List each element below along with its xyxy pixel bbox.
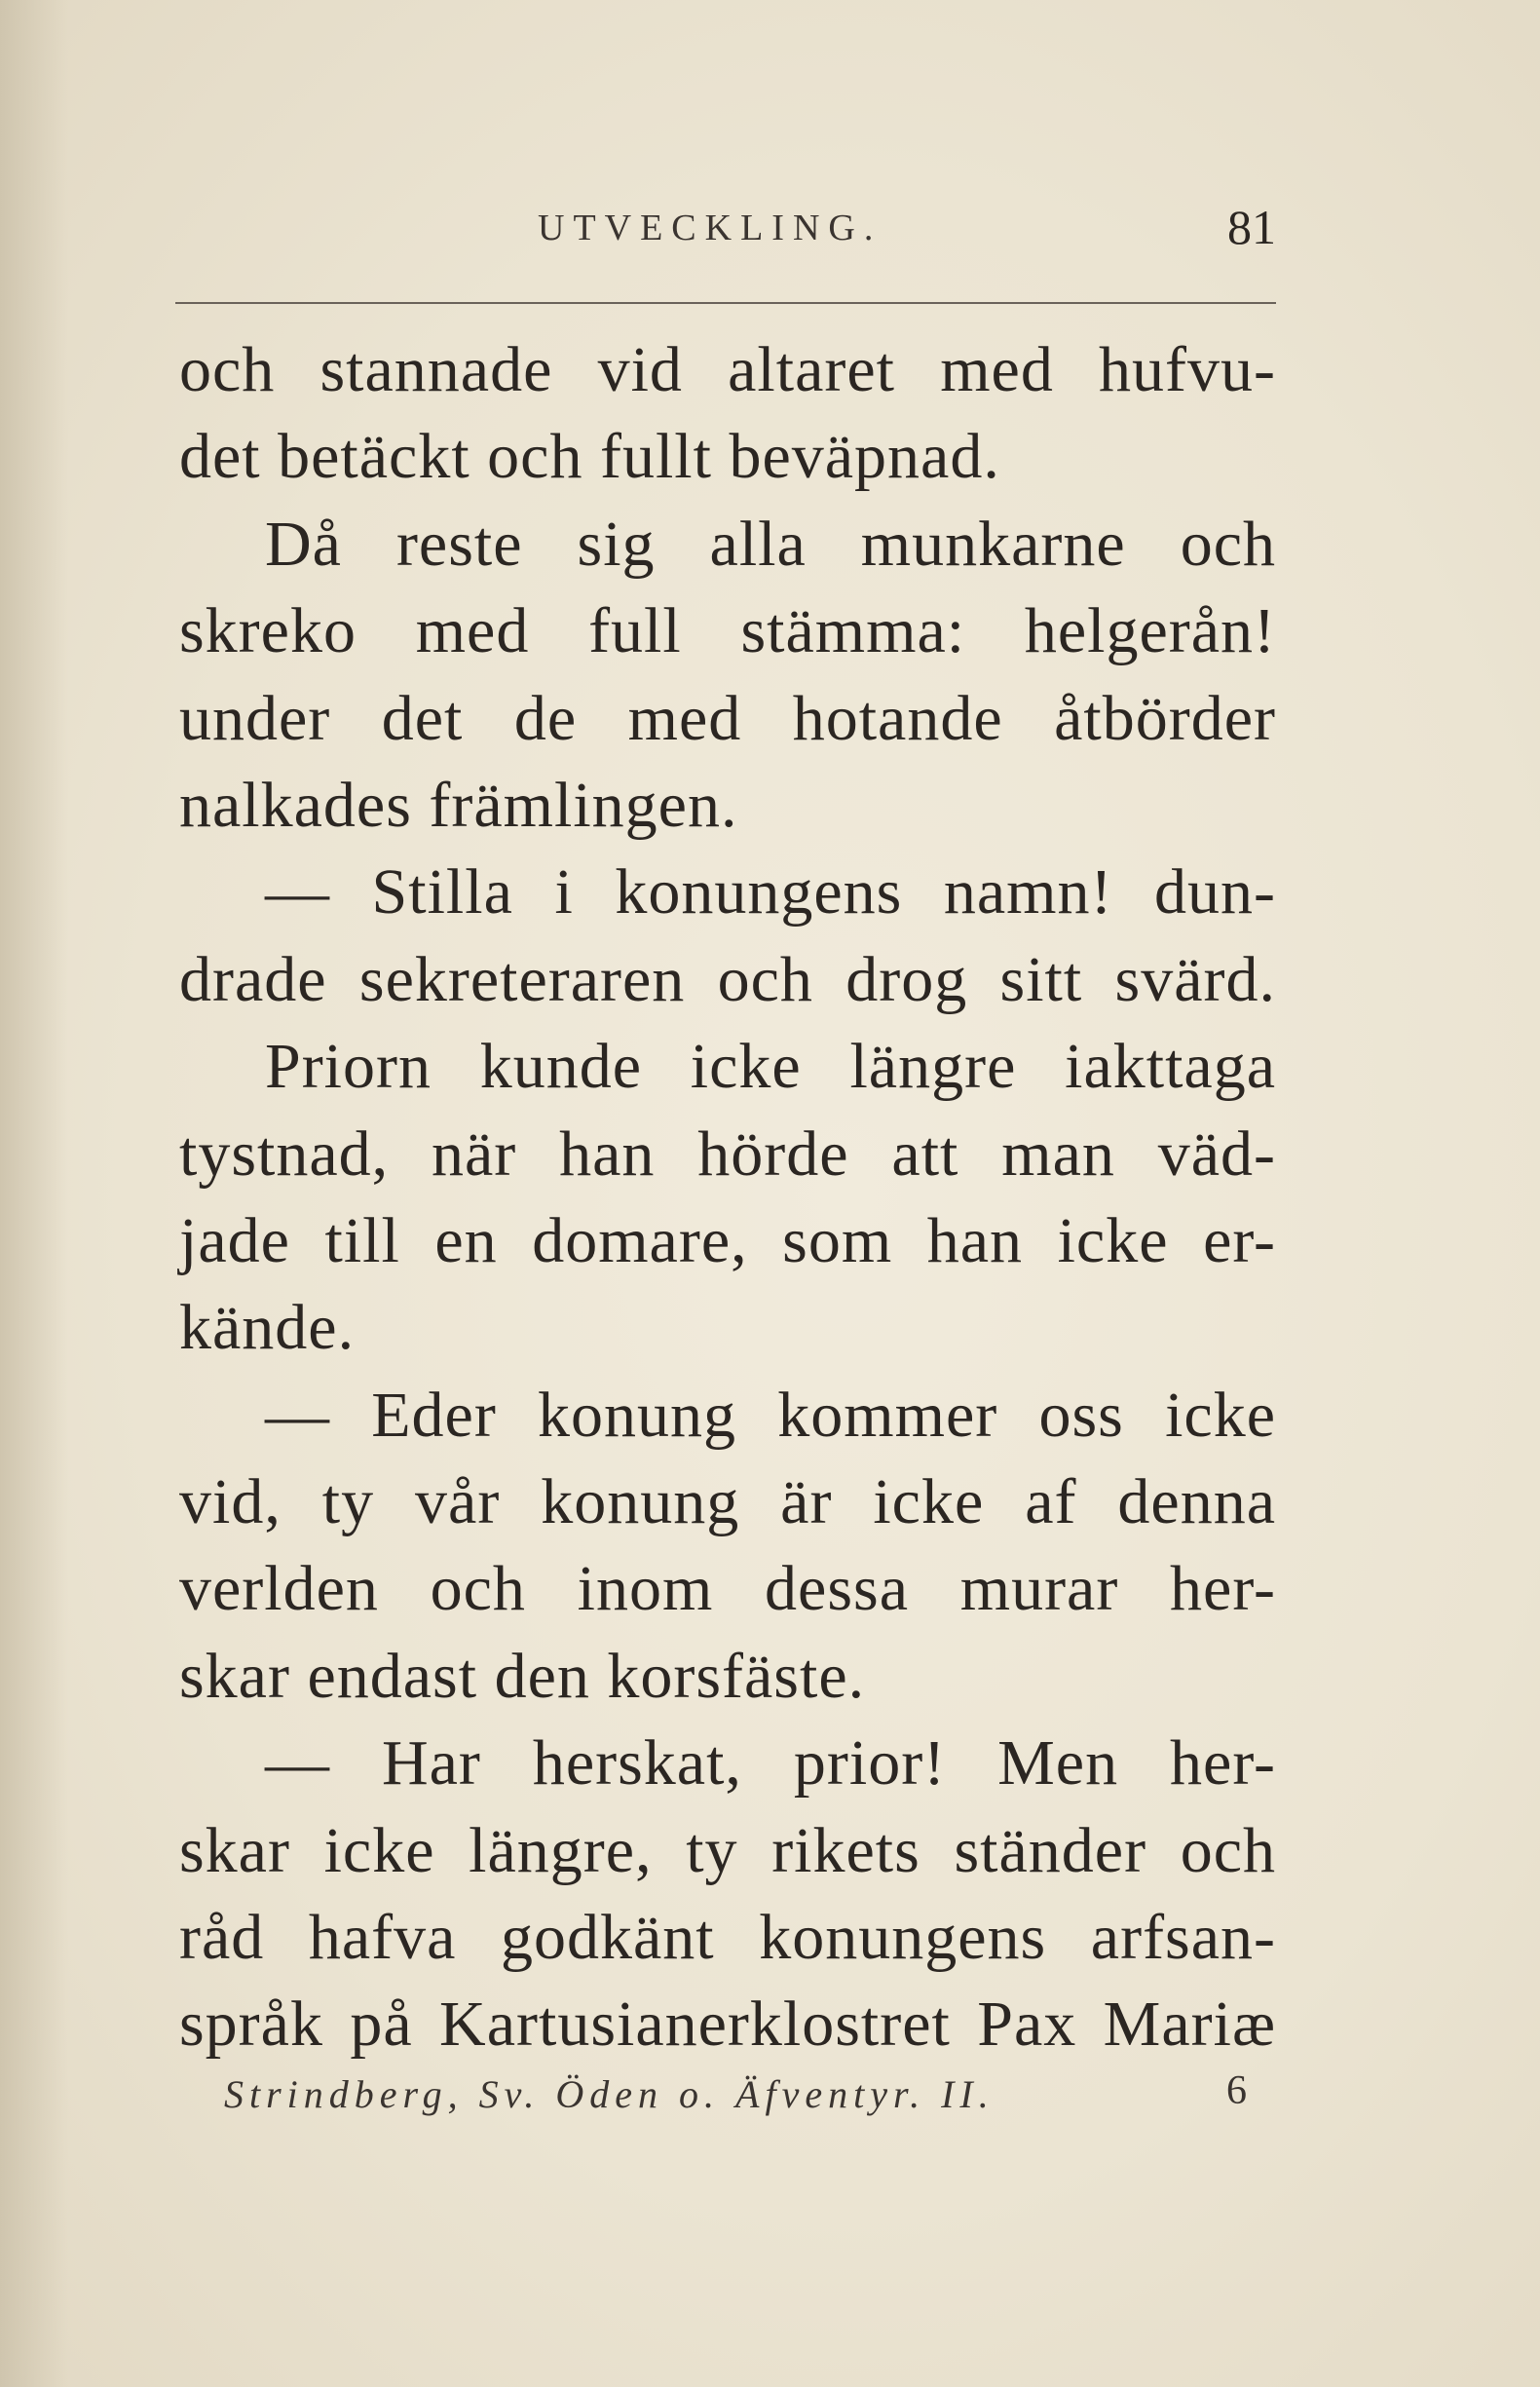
- text-line: språk på Kartusianerklostret Pax Mariæ: [179, 1989, 1276, 2061]
- text-line: verlden och inom dessa murar her-: [179, 1553, 1276, 1625]
- page-footer: [224, 2068, 1247, 2140]
- text-line: drade sekreteraren och drog sitt svärd.: [179, 943, 1276, 1015]
- text-line: under det de med hotande åtbörder: [179, 682, 1276, 754]
- signature-number: 6: [1226, 2068, 1247, 2113]
- text-line: kände.: [179, 1292, 356, 1364]
- signature-mark: Strindberg, Sv. Öden o. Äfventyr. II.: [224, 2072, 995, 2116]
- spine-shadow: [0, 0, 68, 2387]
- header-rule: [175, 302, 1276, 304]
- text-line: tystnad, när han hörde att man väd-: [179, 1118, 1276, 1190]
- text-line: skar endast den korsfäste.: [179, 1640, 866, 1712]
- text-line: Priorn kunde icke längre iakttaga: [265, 1031, 1276, 1103]
- page-header: [175, 200, 1276, 265]
- text-line: — Har herskat, prior! Men her-: [265, 1727, 1276, 1800]
- text-line: — Stilla i konungens namn! dun-: [265, 856, 1276, 928]
- text-line: skar icke längre, ty rikets ständer och: [179, 1814, 1276, 1886]
- text-line: — Eder konung kommer oss icke: [265, 1379, 1276, 1451]
- page-number: 81: [1227, 200, 1276, 254]
- text-line: nalkades främlingen.: [179, 769, 738, 841]
- running-title: UTVECKLING.: [538, 208, 883, 248]
- text-line: och stannade vid altaret med hufvu-: [179, 334, 1276, 405]
- text-line: vid, ty vår konung är icke af denna: [179, 1466, 1276, 1538]
- text-line: jade till en domare, som han icke er-: [179, 1204, 1276, 1276]
- text-line: Då reste sig alla munkarne och: [265, 508, 1276, 580]
- body-text: [179, 326, 1276, 2068]
- text-line: skreko med full stämma: helgerån!: [179, 595, 1276, 667]
- text-line: det betäckt och fullt beväpnad.: [179, 421, 1000, 493]
- text-line: råd hafva godkänt konungens arfsan-: [179, 1902, 1276, 1974]
